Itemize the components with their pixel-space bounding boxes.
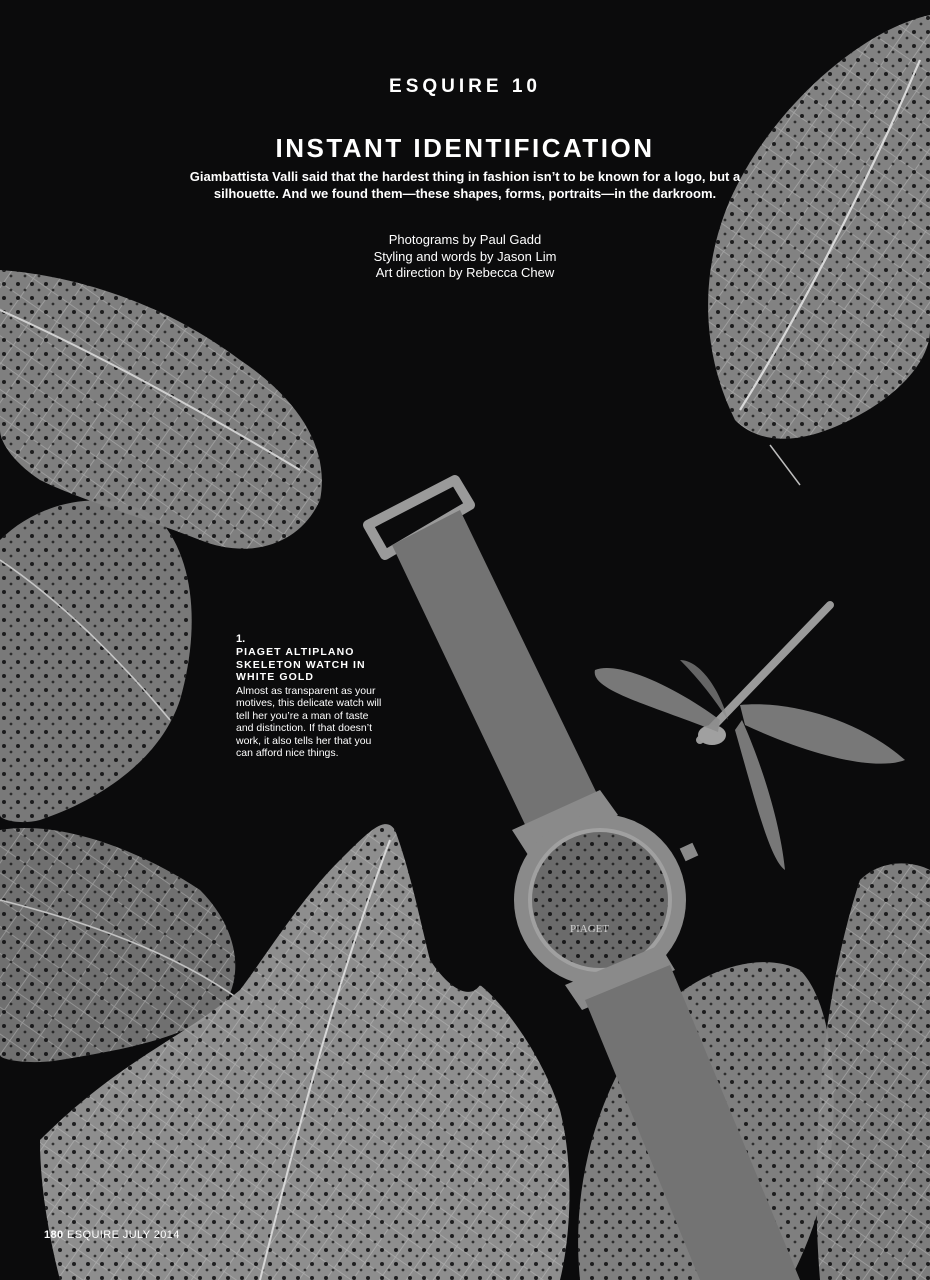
leaf-left-upper [0,270,322,549]
credits [0,232,930,282]
dek: Giambattista Valli said that the hardest thing in fashion isn’t to be known for a logo, but a silhouette. And we found them—these shapes, forms, portraits—in the darkroom. [189,169,741,201]
page-number: 180 [44,1229,64,1241]
headline: INSTANT IDENTIFICATION [275,133,655,163]
caption-number: 1. [236,633,246,645]
section-label: ESQUIRE 10 [389,76,541,97]
leaf-left-middle [0,500,192,822]
folio [44,1229,180,1241]
publication-date: ESQUIRE JULY 2014 [67,1229,180,1241]
watch-brand-mark: PIAGET [570,923,610,935]
product-caption [236,633,386,760]
credit-photograms: Photograms by Paul Gadd [388,232,542,247]
caption-title: PIAGET ALTIPLANO SKELETON WATCH IN WHITE GOLD [236,646,366,683]
credit-styling: Styling and words by Jason Lim [373,248,557,264]
credit-art-direction: Art direction by Rebecca Chew [375,265,555,280]
caption-body: Almost as transparent as your motives, this delicate watch will tell her you’re a man of taste and distinction. If that doesn’t work, it also tells her that you can afford nice things. [236,684,382,759]
